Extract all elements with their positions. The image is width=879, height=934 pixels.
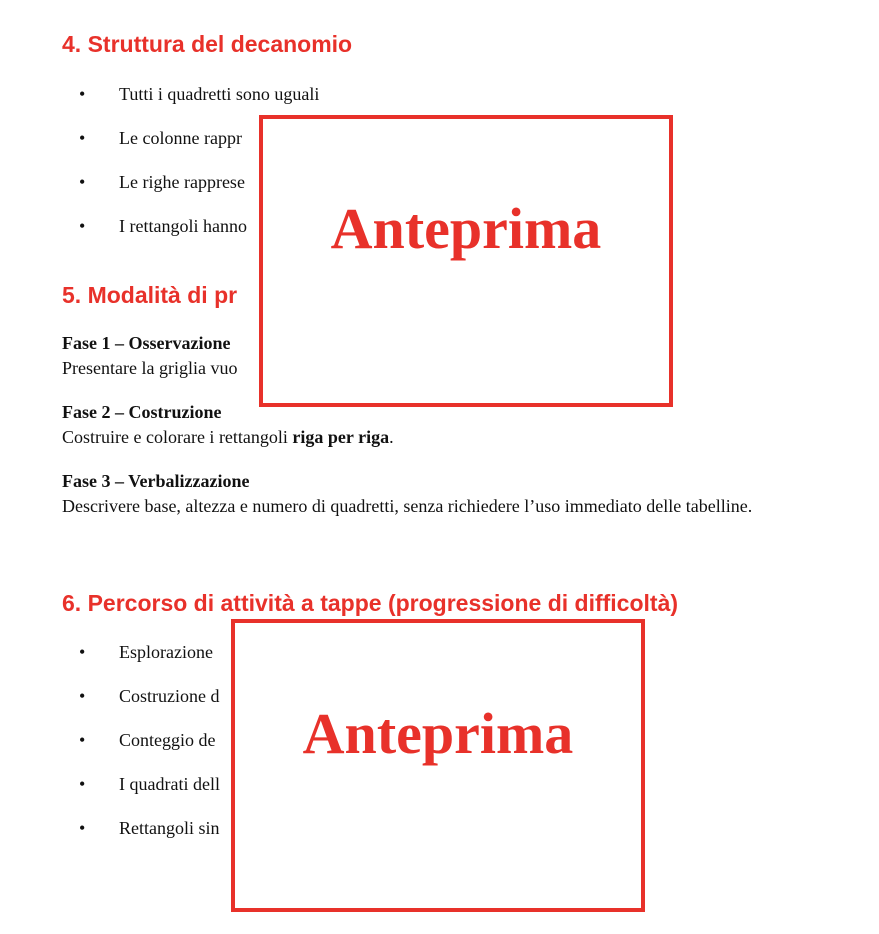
list-item-text: I rettangoli hanno: [119, 216, 247, 236]
list-item-text: Conteggio de: [119, 730, 216, 750]
phase-2: [62, 400, 822, 450]
bullet-icon: •: [79, 642, 86, 662]
section-6-title: 6. Percorso di attività a tappe (progressione di difficoltà): [62, 590, 679, 616]
bullet-icon: •: [79, 730, 86, 750]
phase-2-title: Fase 2 – Costruzione: [62, 402, 222, 422]
preview-overlay-1: [259, 115, 673, 407]
section-5-title: 5. Modalità di pr: [62, 282, 238, 308]
bullet-icon: •: [79, 84, 86, 104]
bullet-icon: •: [79, 818, 86, 838]
phase-1-text: Presentare la griglia vuo: [62, 358, 238, 378]
preview-watermark-label: Anteprima: [302, 701, 574, 766]
phase-2-text-end: .: [389, 427, 394, 447]
bullet-icon: •: [79, 774, 86, 794]
list-item-text: Rettangoli sin: [119, 818, 220, 838]
phase-2-text-bold: riga per riga: [292, 427, 390, 447]
bullet-icon: •: [79, 686, 86, 706]
list-item-text: I quadrati dell: [119, 774, 220, 794]
preview-watermark-label: Anteprima: [330, 196, 602, 261]
list-item-text: Tutti i quadretti sono uguali: [119, 84, 320, 104]
list-item-text: Le righe rapprese: [119, 172, 245, 192]
phase-3-text: Descrivere base, altezza e numero di quadretti, senza richiedere l’uso immediato delle tabelline.: [62, 496, 753, 516]
phase-1-title: Fase 1 – Osservazione: [62, 333, 231, 353]
preview-overlay-2: [231, 619, 645, 912]
bullet-icon: •: [79, 216, 86, 236]
bullet-icon: •: [79, 172, 86, 192]
phase-3-title: Fase 3 – Verbalizzazione: [62, 471, 250, 491]
bullet-icon: •: [79, 128, 86, 148]
phase-2-text: Costruire e colorare i rettangoli: [62, 427, 293, 447]
list-item-text: Esplorazione: [119, 642, 213, 662]
section-4-title: 4. Struttura del decanomio: [62, 31, 353, 57]
phase-3: [62, 469, 822, 519]
list-item-text: Costruzione d: [119, 686, 220, 706]
list-item-text: Le colonne rappr: [119, 128, 242, 148]
